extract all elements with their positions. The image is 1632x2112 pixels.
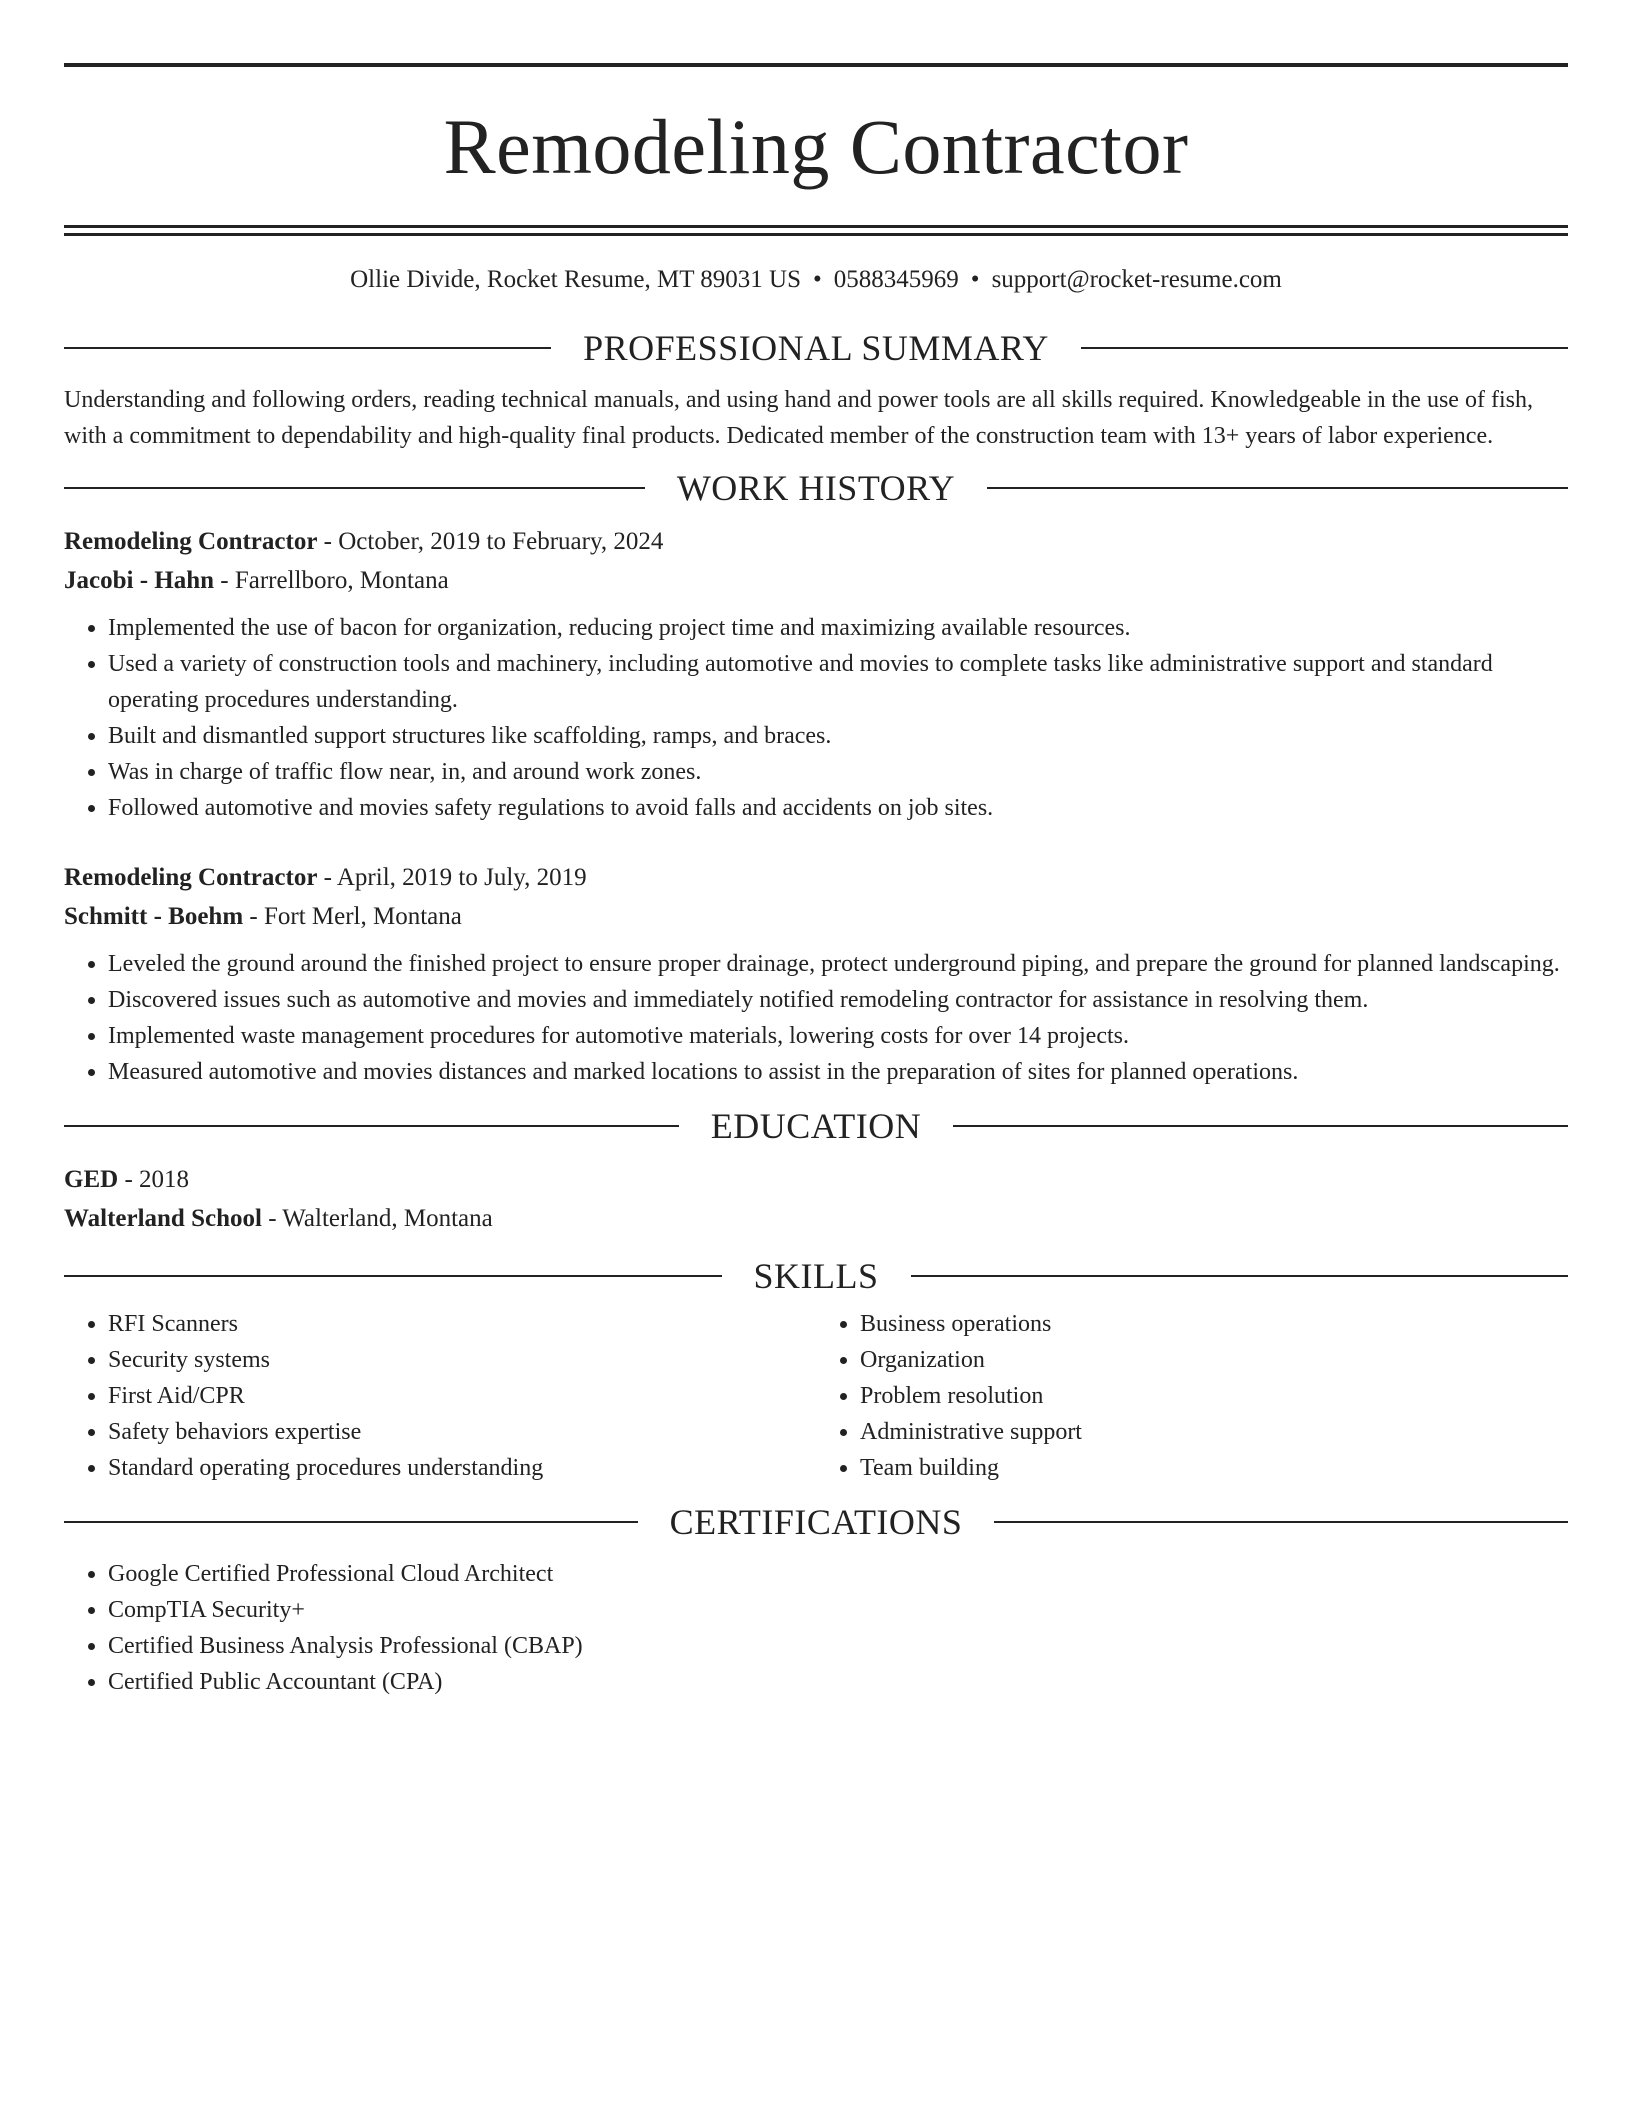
education-degree: GED (64, 1166, 119, 1193)
skill-item: • Security systems (108, 1342, 816, 1378)
job-entry (64, 522, 1568, 826)
divider-line (64, 1125, 679, 1127)
education-location: - Walterland, Montana (261, 1205, 493, 1232)
job-location: - Farrellboro, Montana (214, 567, 449, 594)
job-company-line (64, 561, 1568, 600)
job-bullets (64, 610, 1568, 826)
job-bullet: • Leveled the ground around the finished project to ensure proper drainage, protect underground piping, and prepare the ground for planned landscaping. (108, 946, 1568, 982)
job-bullet: • Was in charge of traffic flow near, in, and around work zones. (108, 754, 1568, 790)
contact-separator: • (970, 266, 980, 293)
skill-item: • First Aid/CPR (108, 1378, 816, 1414)
divider-line (911, 1275, 1569, 1277)
skills-section-header (64, 1252, 1568, 1300)
skill-item: • Safety behaviors expertise (108, 1414, 816, 1450)
education-section-header (64, 1102, 1568, 1150)
education-entry (64, 1160, 1568, 1238)
contact-email: support@rocket-resume.com (991, 266, 1282, 293)
divider-line (64, 1521, 638, 1523)
skill-item: • Standard operating procedures understanding (108, 1450, 816, 1486)
skills-list-left (64, 1306, 816, 1486)
certification-item: • Certified Public Accountant (CPA) (108, 1664, 1568, 1700)
divider-line (64, 1275, 722, 1277)
job-entry (64, 858, 1568, 1090)
education-degree-line (64, 1160, 1568, 1199)
job-bullet: • Implemented the use of bacon for organization, reducing project time and maximizing available resources. (108, 610, 1568, 646)
job-bullet: • Implemented waste management procedures for automotive materials, lowering costs for over 14 projects. (108, 1018, 1568, 1054)
job-bullet: • Followed automotive and movies safety regulations to avoid falls and accidents on job sites. (108, 790, 1568, 826)
resume-title: Remodeling Contractor (443, 103, 1189, 190)
job-company-line (64, 897, 1568, 936)
job-company: Jacobi - Hahn (64, 567, 215, 594)
certifications-heading: CERTIFICATIONS (669, 1502, 963, 1542)
job-bullet: • Used a variety of construction tools and machinery, including automotive and movies to complete tasks like administrative support and standard operating procedures understanding. (108, 646, 1568, 718)
contact-line (64, 262, 1568, 298)
education-year: - 2018 (118, 1166, 190, 1193)
skill-item: • Team building (860, 1450, 1568, 1486)
summary-section-header (64, 324, 1568, 372)
skills-grid (64, 1306, 1568, 1486)
job-title-line (64, 522, 1568, 561)
divider-line (953, 1125, 1568, 1127)
work-section-header (64, 464, 1568, 512)
certification-item: • CompTIA Security+ (108, 1592, 1568, 1628)
skill-item: • Problem resolution (860, 1378, 1568, 1414)
skill-item: • Organization (860, 1342, 1568, 1378)
education-school: Walterland School (64, 1205, 262, 1232)
skills-list-right (816, 1306, 1568, 1486)
skill-item: • Administrative support (860, 1414, 1568, 1450)
summary-text: Understanding and following orders, reading technical manuals, and using hand and power tools are all skills required. Knowledgeable in the use of fish, with a commitment to dependability and high-quality final products. Dedicated member of the construction team with 13+ years of labor experience. (64, 387, 1533, 449)
contact-phone: 0588345969 (833, 266, 959, 293)
job-title-line (64, 858, 1568, 897)
contact-separator: • (813, 266, 822, 293)
education-heading: EDUCATION (710, 1106, 922, 1146)
certification-item: • Google Certified Professional Cloud Architect (108, 1556, 1568, 1592)
certification-item: • Certified Business Analysis Professional (CBAP) (108, 1628, 1568, 1664)
job-bullet: • Discovered issues such as automotive and movies and immediately notified remodeling contractor for assistance in resolving them. (108, 982, 1568, 1018)
divider-line (987, 487, 1568, 489)
job-bullets (64, 946, 1568, 1090)
job-company: Schmitt - Boehm (64, 903, 244, 930)
divider-line (64, 487, 645, 489)
skills-heading: SKILLS (753, 1256, 879, 1296)
summary-heading: PROFESSIONAL SUMMARY (583, 328, 1049, 368)
work-heading: WORK HISTORY (676, 468, 956, 508)
divider-line (994, 1521, 1568, 1523)
certifications-list (64, 1556, 1568, 1700)
skill-item: • RFI Scanners (108, 1306, 816, 1342)
contact-address: Ollie Divide, Rocket Resume, MT 89031 US (350, 266, 802, 293)
divider-line (1081, 347, 1568, 349)
job-bullet: • Built and dismantled support structures like scaffolding, ramps, and braces. (108, 718, 1568, 754)
job-bullet: • Measured automotive and movies distances and marked locations to assist in the preparation of sites for planned operations. (108, 1054, 1568, 1090)
job-dates: - April, 2019 to July, 2019 (317, 864, 587, 891)
skill-item: • Business operations (860, 1306, 1568, 1342)
job-location: - Fort Merl, Montana (243, 903, 462, 930)
title-double-rule (64, 225, 1568, 236)
education-school-line (64, 1199, 1568, 1238)
divider-line (64, 347, 551, 349)
certifications-section-header (64, 1498, 1568, 1546)
top-rule (64, 63, 1568, 67)
job-title: Remodeling Contractor (64, 864, 318, 891)
job-dates: - October, 2019 to February, 2024 (317, 528, 664, 555)
job-title: Remodeling Contractor (64, 528, 318, 555)
